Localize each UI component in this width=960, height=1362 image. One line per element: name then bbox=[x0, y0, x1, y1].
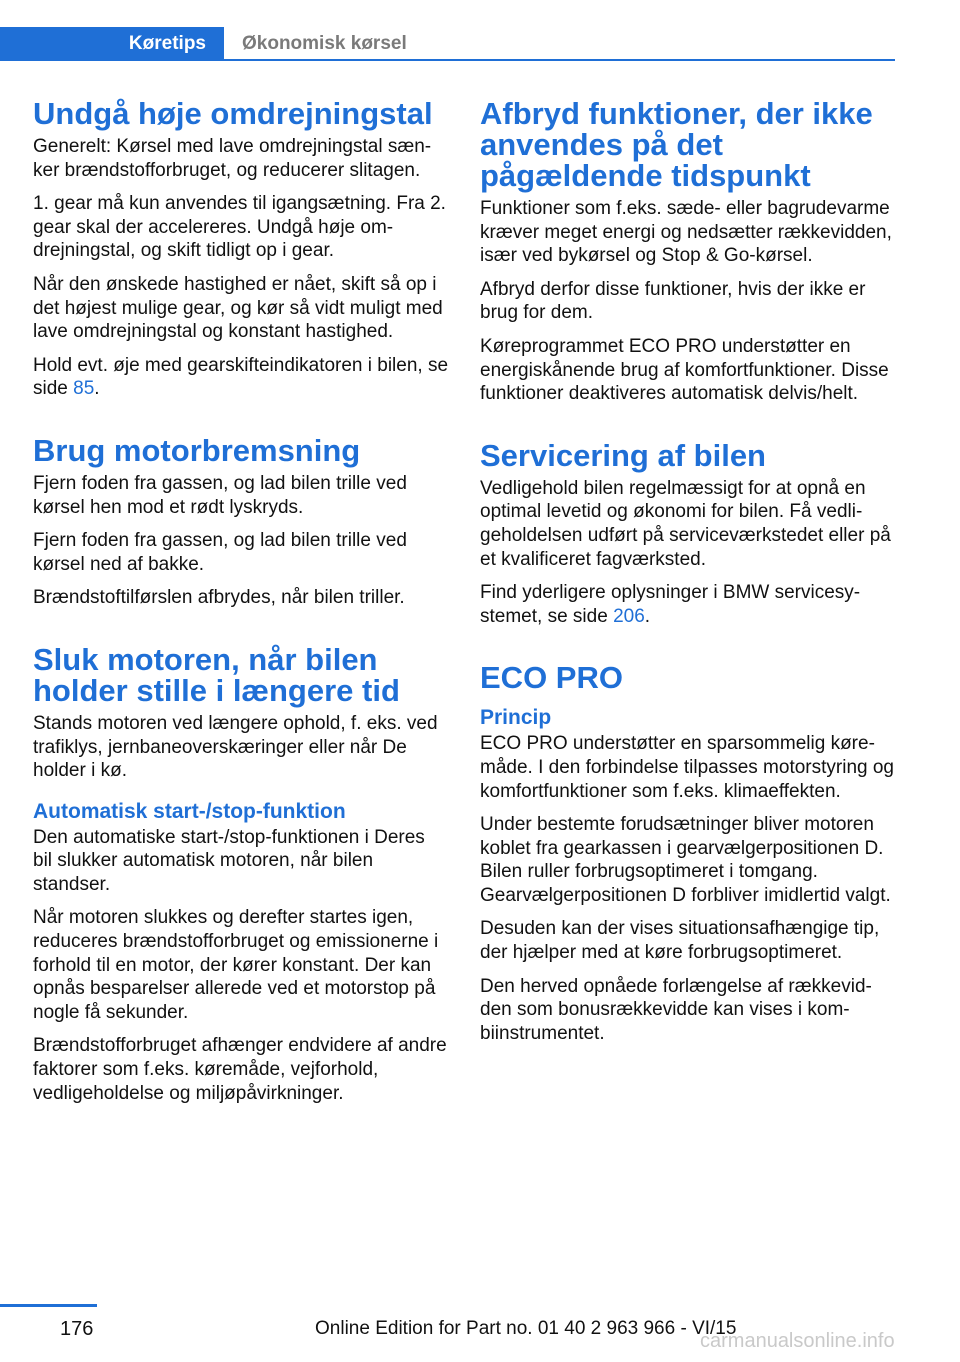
paragraph: Stands motoren ved længere ophold, f. eks. ved trafiklys, jernbaneoverskæringer eller når De holder i kø. bbox=[33, 712, 438, 782]
paragraph: Under bestemte forudsætninger bliver motoren koblet fra gearkassen i gearvælgerpositionen D. Bilen ruller forbrugsoptimeret i tomgang. Gearvælgerpositionen D forbliver imidlertid valgt. bbox=[480, 814, 891, 906]
heading-servicering-af-bilen: Servicering af bilen bbox=[480, 437, 766, 473]
paragraph: Brændstoftilførslen afbrydes, når bilen triller. bbox=[33, 587, 405, 609]
paragraph: Den herved opnåede forlængelse af rækkevidden som bonusrækkevidde kan vises i kombiinstrumentet. bbox=[480, 975, 872, 1044]
paragraph: Den automatiske start-/stop-funktionen i Deres bil slukker automatisk motoren, når bilen standser. bbox=[33, 826, 425, 895]
edition-text: Online Edition for Part no. 01 40 2 963 966 - VI/15 bbox=[315, 1318, 737, 1339]
watermark: carmanualsonline.info bbox=[700, 1330, 895, 1352]
subheading-automatisk-start-stop: Automatisk start-/stop-funktion bbox=[33, 799, 346, 823]
text: . bbox=[644, 605, 651, 627]
paragraph: Vedligehold bilen regelmæssigt for at opnå en optimal levetid og økonomi for bilen. Få vedligeholdelsen udført på serviceværkstedet eller på et kvalificeret fagværksted. bbox=[480, 477, 891, 570]
heading-sluk-motoren: Sluk motoren, når bilen holder stille i længere tid bbox=[33, 641, 400, 708]
paragraph: Afbryd derfor disse funktioner, hvis der ikke er brug for dem. bbox=[480, 278, 866, 324]
text: . bbox=[94, 378, 100, 400]
heading-afbryd-funktioner: Afbryd funktioner, der ikke anvendes på det pågældende tidspunkt bbox=[480, 96, 873, 193]
paragraph: ECO PRO understøtter en sparsommelig køremåde. I den forbindelse tilpasses motorstyring og komfortfunktioner som f.eks. klimaeffekten. bbox=[480, 733, 894, 802]
tab-koeretips[interactable]: Køretips bbox=[0, 27, 224, 61]
paragraph: Brændstofforbruget afhænger endvidere af andre faktorer som f.eks. køremåde, vejforhold, vedligeholdelse og miljøpåvirkninger. bbox=[33, 1035, 447, 1104]
heading-eco-pro: ECO PRO bbox=[480, 660, 623, 696]
paragraph: Når motoren slukkes og derefter startes igen, reduceres brændstofforbruget og emissionerne i forhold til en motor, der kører konstant. Der kan opnås besparelser allerede ved et motorstop på nogle få sekunder. bbox=[33, 907, 439, 1023]
paragraph bbox=[480, 581, 896, 628]
paragraph: Funktioner som f.eks. sæde- eller bagrudevarme kræver meget energi og nedsætter rækkevidden, især ved bykørsel og Stop & Go-kørsel. bbox=[480, 198, 892, 267]
paragraph: Fjern foden fra gassen, og lad bilen trille ved kørsel hen mod et rødt lyskryds. bbox=[33, 472, 407, 518]
paragraph: Køreprogrammet ECO PRO understøtter en energiskånende brug af komfortfunktioner. Disse funktioner deaktiveres automatisk delvis/helt. bbox=[480, 335, 889, 405]
text: Find yderligere oplysninger i BMW servicesystemet, se side bbox=[480, 582, 861, 627]
text: Hold evt. øje med gearskifteindikatoren i bilen, se side bbox=[33, 354, 449, 400]
paragraph: Fjern foden fra gassen, og lad bilen trille ved kørsel ned af bakke. bbox=[33, 530, 407, 575]
page-number: 176 bbox=[60, 1318, 94, 1340]
paragraph: Når den ønskede hastighed er nået, skift så op i det højest mulige gear, og kør så vidt muligt med lave omdrejningstal og konstant hastighed. bbox=[33, 273, 443, 343]
paragraph: Desuden kan der vises situationsafhængige tip, der hjælper med at køre forbrugsoptimeret. bbox=[480, 918, 880, 964]
footer-accent-bar bbox=[0, 1304, 97, 1307]
header-tab-bar bbox=[0, 27, 895, 61]
left-column bbox=[33, 98, 449, 1115]
subheading-princip: Princip bbox=[480, 706, 552, 730]
tab-underline bbox=[224, 59, 895, 61]
tab-oekonomisk-koersel[interactable]: Økonomisk kørsel bbox=[242, 33, 407, 54]
page-link-85[interactable]: 85 bbox=[73, 378, 95, 400]
heading-brug-motorbremsning: Brug motorbremsning bbox=[33, 432, 361, 468]
right-column bbox=[480, 98, 896, 1055]
heading-undgaa-hoeje-omdrejningstal: Undgå høje omdrejningstal bbox=[33, 96, 433, 131]
paragraph: 1. gear må kun anvendes til igangsætning. Fra 2. gear skal der accelereres. Undgå høje omdrejningstal, og skift tidligt op i gear. bbox=[33, 193, 446, 262]
paragraph: Generelt: Kørsel med lave omdrejningstal sænker brændstofforbruget, og reducerer slitagen. bbox=[33, 136, 432, 181]
page-link-206[interactable]: 206 bbox=[613, 605, 645, 627]
paragraph bbox=[33, 354, 449, 401]
